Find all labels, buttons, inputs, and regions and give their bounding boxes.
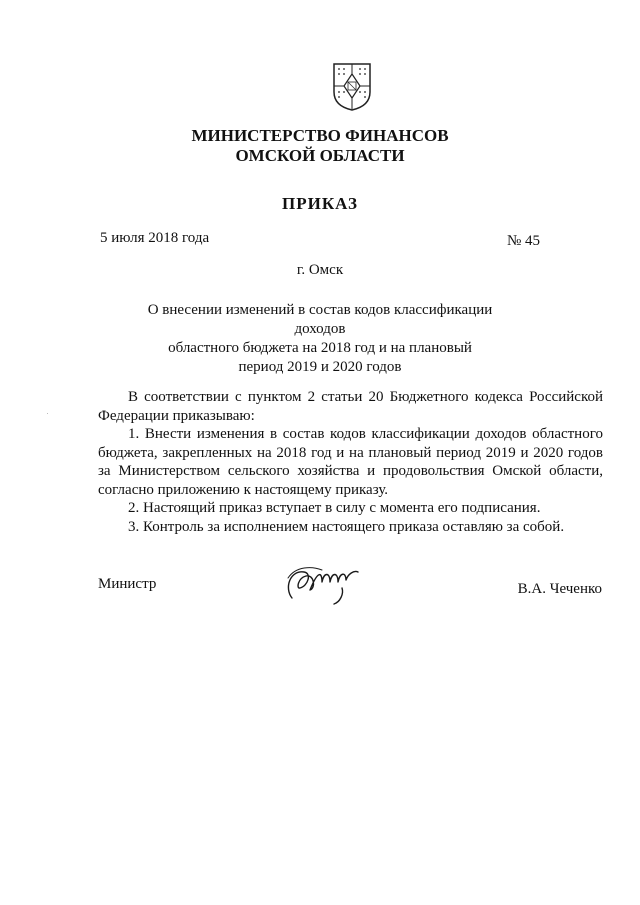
body-item-1: 1. Внести изменения в состав кодов классификации доходов областного бюджета, закрепленных на 2018 год и на плановый период 2019 и 2020 годов за Министерством сельского хозяйства и продовольствия Омской области, согласно приложению к настоящему приказу. bbox=[98, 426, 603, 498]
document-date: 5 июля 2018 года bbox=[100, 230, 210, 246]
subject-line: О внесении изменений в состав кодов классификации доходов bbox=[147, 302, 493, 337]
signatory-name: В.А. Чеченко bbox=[517, 581, 602, 597]
body-item-2: 2. Настоящий приказ вступает в силу с момента его подписания. bbox=[128, 500, 541, 516]
document-body bbox=[98, 388, 603, 536]
body-item-3: 3. Контроль за исполнением настоящего приказа оставляю за собой. bbox=[128, 518, 565, 535]
document-title: ПРИКАЗ bbox=[282, 194, 358, 213]
scan-artifact bbox=[47, 413, 48, 414]
body-intro: В соответствии с пунктом 2 статьи 20 Бюджетного кодекса Российской Федерации приказываю: bbox=[98, 389, 603, 424]
document-subject bbox=[130, 301, 510, 377]
coat-of-arms-icon bbox=[332, 62, 372, 112]
signatory-position: Министр bbox=[98, 576, 157, 592]
subject-line: период 2019 и 2020 годов bbox=[238, 359, 402, 375]
document-number: № 45 bbox=[506, 233, 540, 249]
subject-line: областного бюджета на 2018 год и на плановый bbox=[168, 340, 472, 356]
document-city: г. Омск bbox=[296, 262, 344, 278]
signature-icon bbox=[282, 558, 362, 606]
ministry-name-line2: ОМСКОЙ ОБЛАСТИ bbox=[235, 146, 405, 165]
ministry-name-line1: МИНИСТЕРСТВО ФИНАНСОВ bbox=[191, 126, 449, 145]
